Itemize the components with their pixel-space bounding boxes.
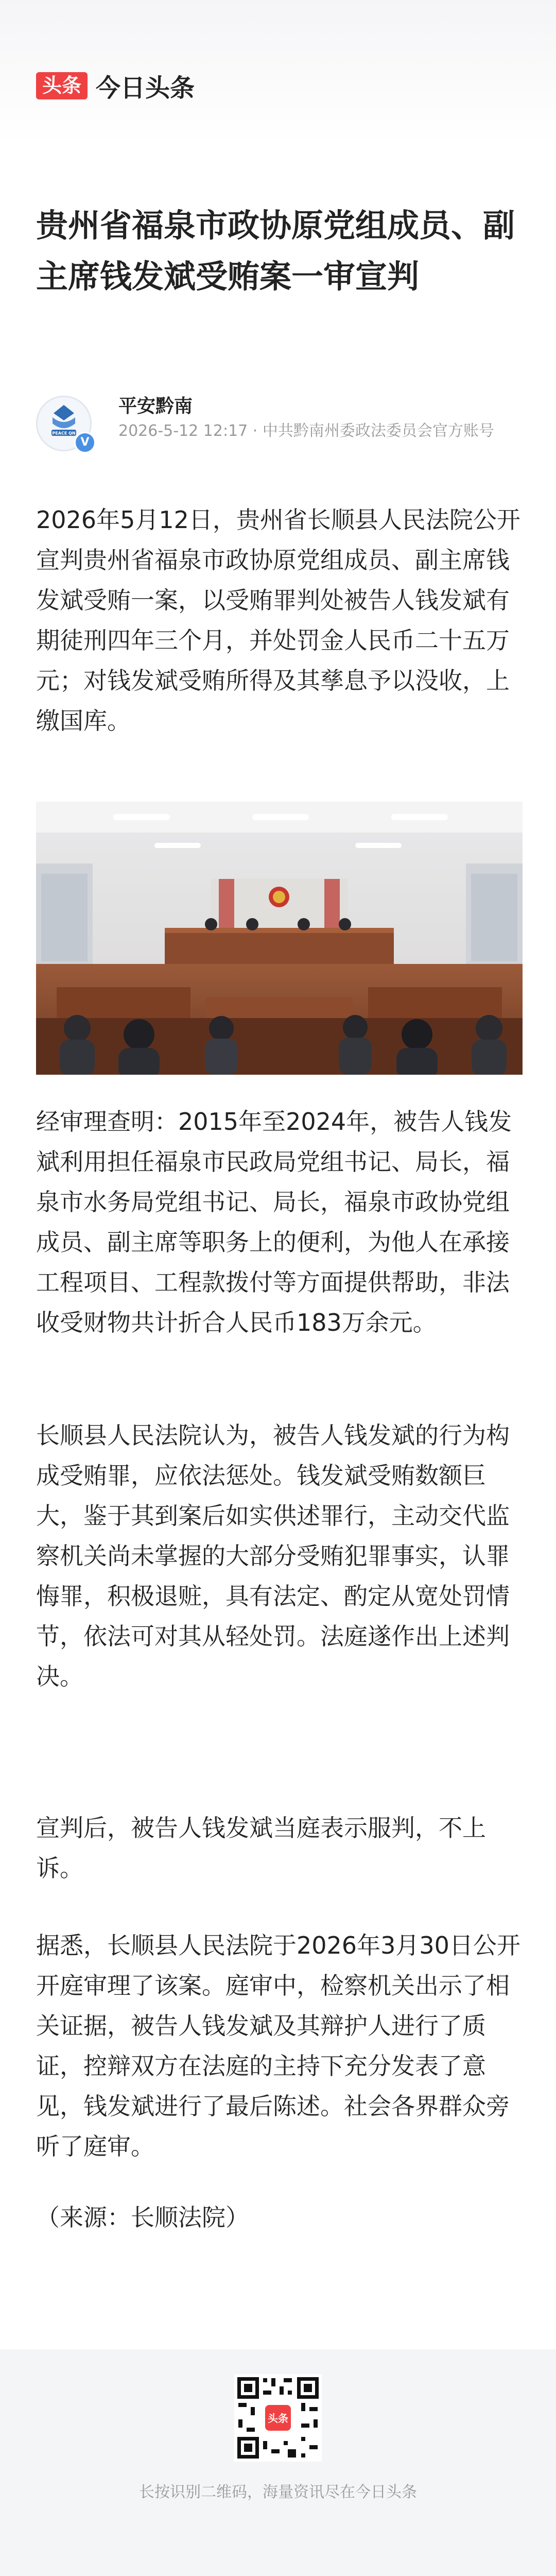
paragraph-2: 经审理查明：2015年至2024年，被告人钱发斌利用担任福泉市民政局党组书记、局长，福泉市水务局党组书记、局长，福泉市政协党组成员、副主席等职务上的便利，为他人在承接工程项目、工程款拨付等方面提供帮助，非法收受财物共计折合人民币183万余元。 [36, 1108, 512, 1336]
qr-code[interactable] [234, 2374, 322, 2462]
qr-center-badge: 头条 [268, 2412, 288, 2425]
verified-icon: V [74, 432, 96, 453]
article-title: 贵州省福泉市政协原党组成员、副主席钱发斌受贿案一审宣判 [36, 207, 515, 295]
brand-name: 今日头条 [96, 74, 195, 103]
courtroom-image [36, 802, 523, 1075]
author-meta: 2026-5-12 12:17 · 中共黔南州委政法委员会官方账号 [118, 422, 494, 440]
app-header [0, 0, 556, 144]
avatar-logo-text: PEACE QN [52, 431, 76, 436]
paragraph-3: 长顺县人民法院认为，被告人钱发斌的行为构成受贿罪，应依法惩处。钱发斌受贿数额巨大，鉴于其到案后如实供述罪行，主动交代监察机关尚未掌握的大部分受贿犯罪事实，认罪悔罪，积极退赃，具有法定、酌定从宽处罚情节，依法可对其从轻处罚。法庭遂作出上述判决。 [36, 1421, 510, 1690]
brand-badge: 头条 [36, 72, 88, 100]
footer-text: 长按识别二维码，海量资讯尽在今日头条 [139, 2483, 417, 2501]
author-row [36, 392, 523, 453]
courtroom-photo [36, 802, 523, 1075]
paragraph-5: 据悉，长顺县人民法院于2026年3月30日公开开庭审理了该案。庭审中，检察机关出示了相关证据，被告人钱发斌及其辩护人进行了质证，控辩双方在法庭的主持下充分发表了意见，钱发斌进行了最后陈述。社会各界群众旁听了庭审。 [36, 1931, 520, 2160]
paragraph-6-source: （来源：长顺法院） [36, 2204, 249, 2231]
paragraph-1: 2026年5月12日，贵州省长顺县人民法院公开宣判贵州省福泉市政协原党组成员、副主席钱发斌受贿一案，以受贿罪判处被告人钱发斌有期徒刑四年三个月，并处罚金人民币二十五万元；对钱发斌受贿所得及其孳息予以没收，上缴国库。 [36, 506, 520, 735]
brand-logo[interactable] [36, 68, 195, 104]
qr-code-icon [234, 2374, 322, 2462]
author-name[interactable]: 平安黔南 [118, 396, 193, 417]
paragraph-4: 宣判后，被告人钱发斌当庭表示服判，不上诉。 [36, 1814, 486, 1882]
footer [0, 2349, 556, 2576]
